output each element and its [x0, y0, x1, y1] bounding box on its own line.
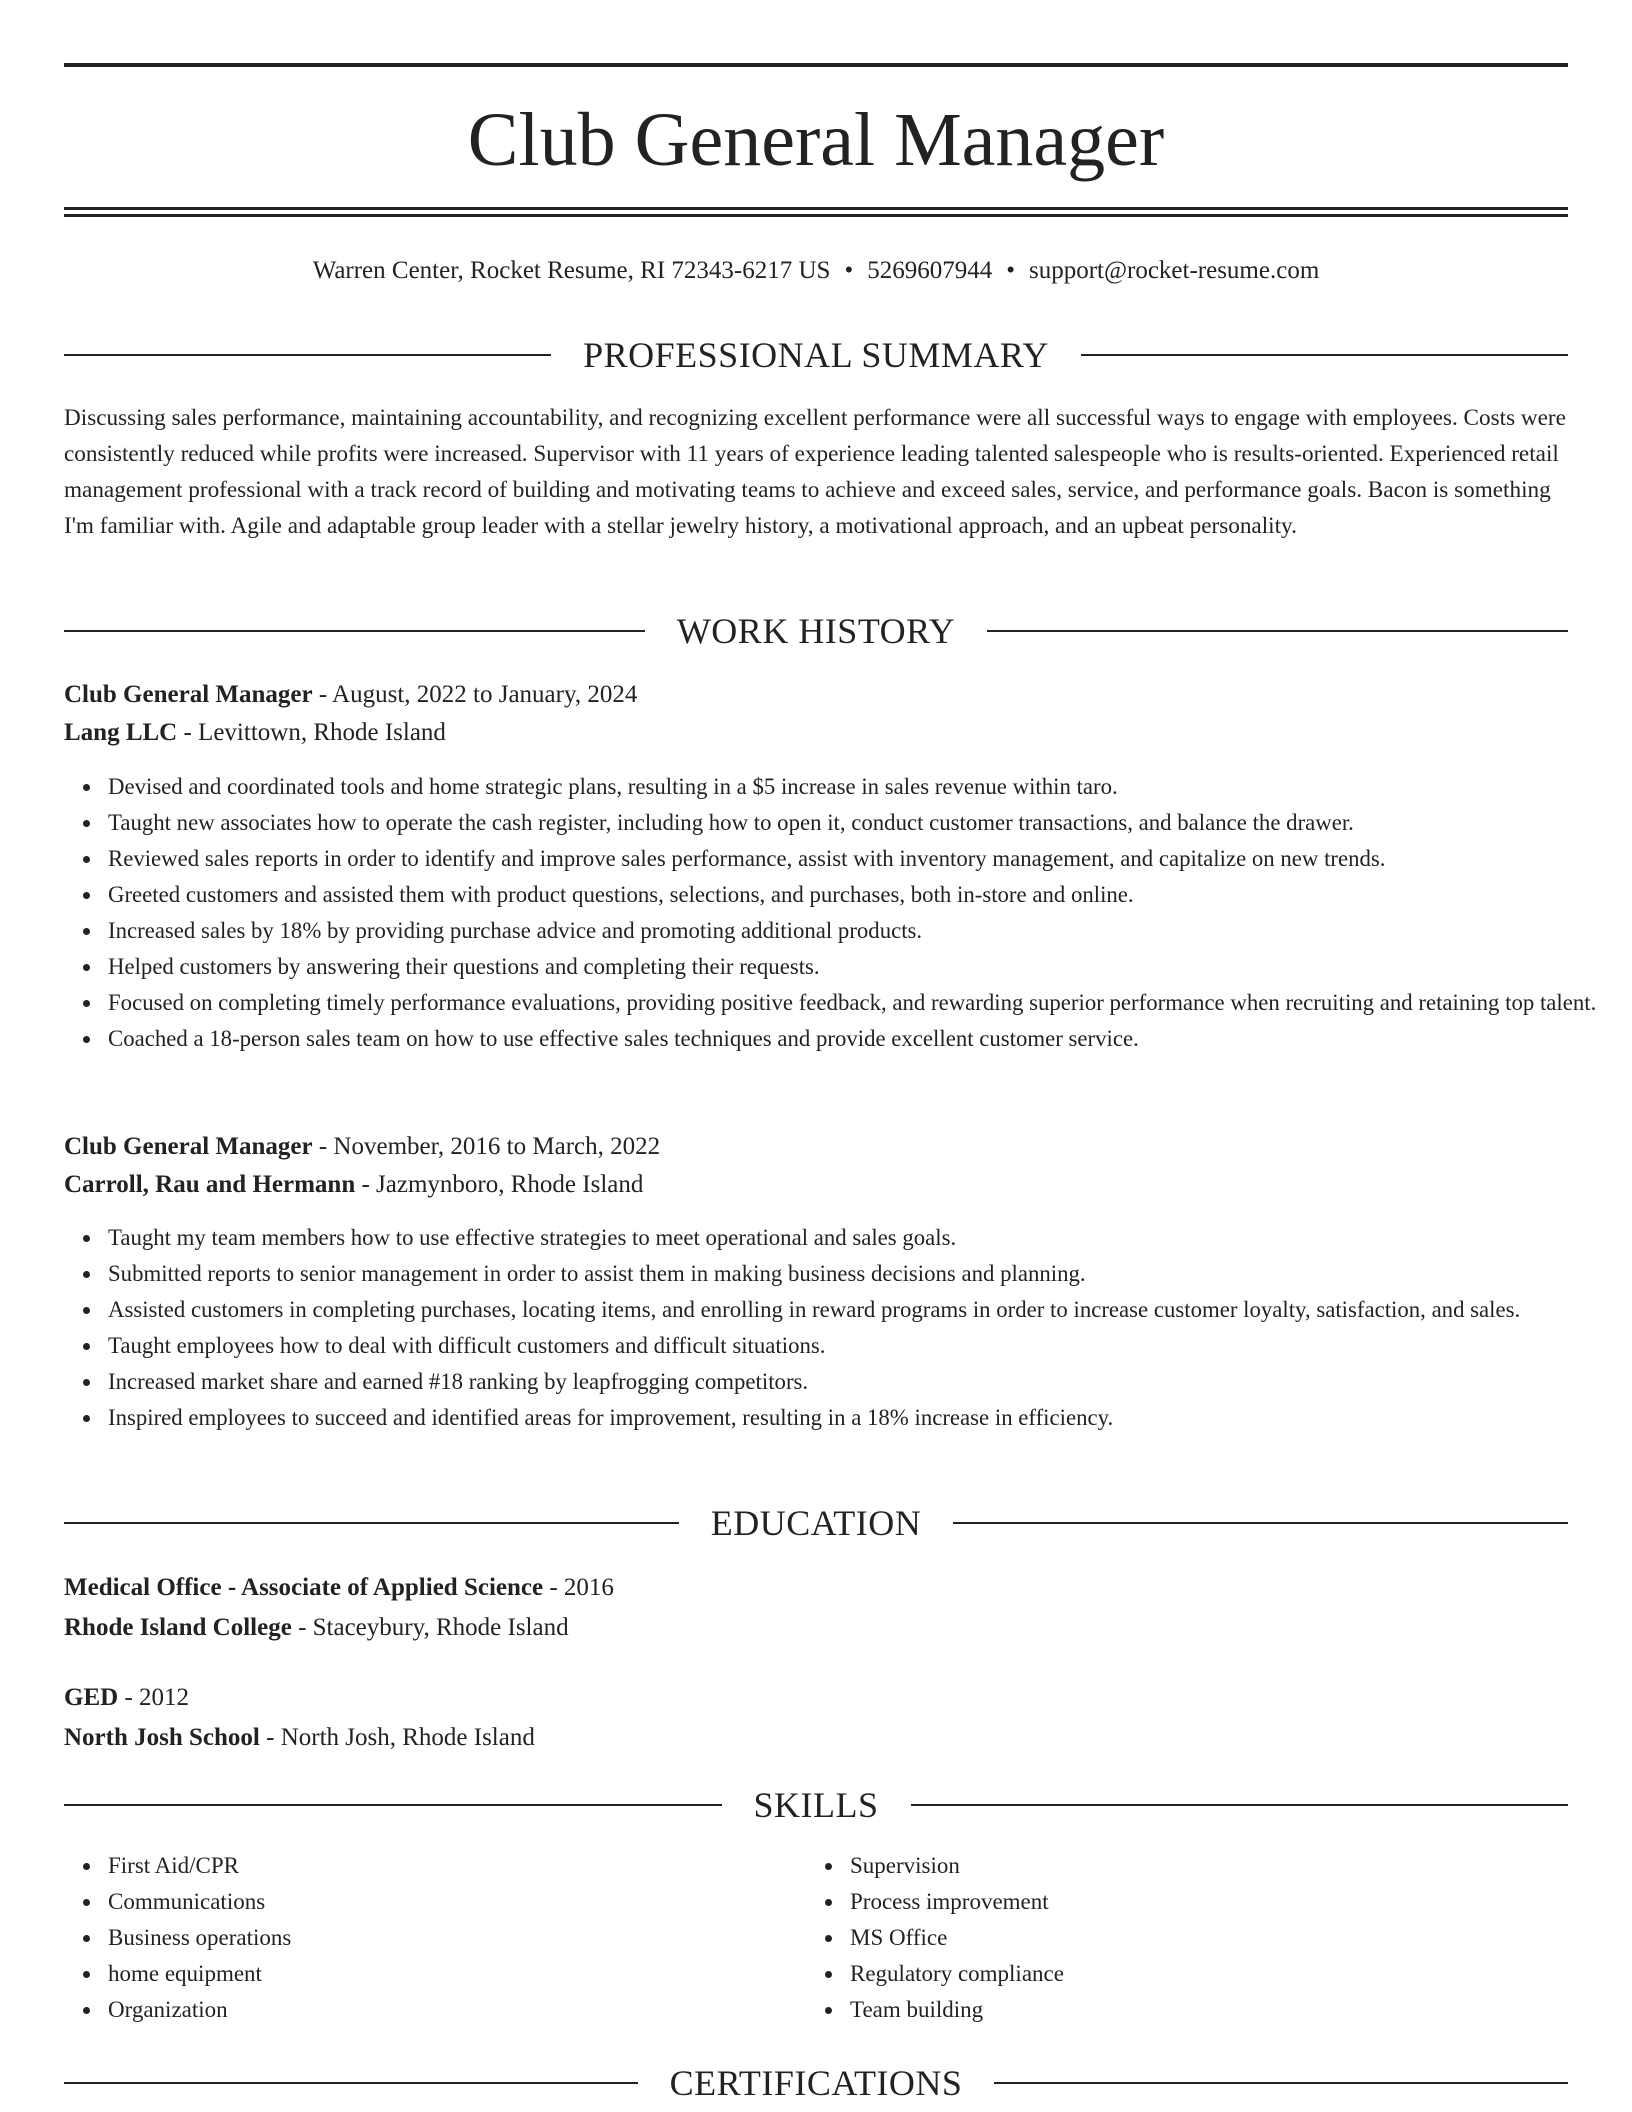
job-title-line: [64, 1128, 1568, 1166]
list-item: Increased market share and earned #18 ranking by leapfrogging competitors.: [108, 1364, 1612, 1400]
section-header-education: [64, 1501, 1568, 1545]
education-degree-line: [64, 1678, 1568, 1718]
contact-line: [64, 254, 1568, 288]
section-rule: [64, 1804, 722, 1806]
job-bullets: [64, 1220, 1612, 1436]
job-bullets: [64, 769, 1612, 1057]
skill-item: Team building: [850, 1992, 1550, 2028]
section-rule: [64, 1522, 679, 1524]
list-item: Greeted customers and assisted them with product questions, selections, and purchases, both in-store and online.: [108, 877, 1612, 913]
education-school: North Josh School: [64, 1724, 260, 1751]
job-entry: [64, 1128, 1568, 1204]
section-rule: [994, 2082, 1568, 2084]
job-dates: - August, 2022 to January, 2024: [312, 681, 638, 708]
list-item: Increased sales by 18% by providing purchase advice and promoting additional products.: [108, 913, 1612, 949]
skill-item: Communications: [108, 1884, 808, 1920]
section-header-work: [64, 609, 1568, 653]
skill-item: Regulatory compliance: [850, 1956, 1550, 1992]
list-item: Inspired employees to succeed and identified areas for improvement, resulting in a 18% increase in efficiency.: [108, 1400, 1612, 1436]
education-year: - 2016: [543, 1574, 614, 1601]
education-entry: [64, 1568, 1568, 1648]
list-item: Focused on completing timely performance evaluations, providing positive feedback, and rewarding superior performance when recruiting and retaining top talent.: [108, 985, 1612, 1021]
education-entry: [64, 1678, 1568, 1758]
contact-address: Warren Center, Rocket Resume, RI 72343-6217 US: [312, 257, 831, 284]
contact-email: support@rocket-resume.com: [1028, 257, 1320, 284]
section-title: PROFESSIONAL SUMMARY: [583, 335, 1049, 375]
job-title-line: [64, 676, 1568, 714]
skills-list-left: [64, 1848, 808, 2028]
section-rule: [64, 354, 551, 356]
section-rule: [987, 630, 1568, 632]
skill-item: First Aid/CPR: [108, 1848, 808, 1884]
contact-separator: •: [1006, 257, 1015, 284]
job-company: Lang LLC: [64, 719, 178, 746]
list-item: Submitted reports to senior management in order to assist them in making business decisions and planning.: [108, 1256, 1612, 1292]
contact-separator: •: [844, 257, 854, 284]
education-year: - 2012: [118, 1684, 190, 1711]
list-item: Devised and coordinated tools and home strategic plans, resulting in a $5 increase in sales revenue within taro.: [108, 769, 1612, 805]
section-title: SKILLS: [753, 1785, 879, 1825]
education-degree: GED: [64, 1684, 119, 1711]
section-rule: [64, 630, 645, 632]
education-degree: Medical Office - Associate of Applied Science: [64, 1574, 544, 1601]
education-school-line: [64, 1608, 1568, 1648]
education-location: - North Josh, Rhode Island: [259, 1724, 535, 1751]
page-title: Club General Manager: [467, 98, 1165, 182]
job-entry: [64, 676, 1568, 752]
education-school-line: [64, 1718, 1568, 1758]
skill-item: Organization: [108, 1992, 808, 2028]
top-rule: [64, 63, 1568, 67]
skill-item: Supervision: [850, 1848, 1550, 1884]
job-company: Carroll, Rau and Hermann: [64, 1171, 356, 1198]
job-dates: - November, 2016 to March, 2022: [312, 1133, 661, 1160]
skill-item: Process improvement: [850, 1884, 1550, 1920]
section-title: EDUCATION: [710, 1503, 922, 1543]
job-location: - Levittown, Rhode Island: [177, 719, 446, 746]
job-title: Club General Manager: [64, 1133, 313, 1160]
job-company-line: [64, 714, 1568, 752]
list-item: Coached a 18-person sales team on how to use effective sales techniques and provide excellent customer service.: [108, 1021, 1612, 1057]
skill-item: MS Office: [850, 1920, 1550, 1956]
title-rule-upper: [64, 207, 1568, 210]
section-title: WORK HISTORY: [676, 611, 956, 651]
section-header-summary: [64, 333, 1568, 377]
section-header-skills: [64, 1783, 1568, 1827]
skill-item: home equipment: [108, 1956, 808, 1992]
job-title: Club General Manager: [64, 681, 313, 708]
list-item: Helped customers by answering their questions and completing their requests.: [108, 949, 1612, 985]
summary-text: Discussing sales performance, maintaining accountability, and recognizing excellent performance were all successful ways to engage with employees. Costs were consistently reduced while profits were increased. Supervisor with 11 years of experience leading talented salespeople who is results-oriented. Experienced retail management professional with a track record of building and motivating teams to achieve and exceed sales, service, and performance goals. Bacon is something I'm familiar with. Agile and adaptable group leader with a stellar jewelry history, a motivational approach, and an upbeat personality.: [64, 405, 1566, 539]
list-item: Reviewed sales reports in order to identify and improve sales performance, assist with inventory management, and capitalize on new trends.: [108, 841, 1612, 877]
section-title: CERTIFICATIONS: [669, 2063, 963, 2103]
list-item: Taught employees how to deal with difficult customers and difficult situations.: [108, 1328, 1612, 1364]
section-rule: [953, 1522, 1568, 1524]
job-location: - Jazmynboro, Rhode Island: [355, 1171, 644, 1198]
job-company-line: [64, 1166, 1568, 1204]
section-header-certifications: [64, 2061, 1568, 2105]
section-rule: [1081, 354, 1568, 356]
section-rule: [911, 1804, 1569, 1806]
education-school: Rhode Island College: [64, 1614, 292, 1641]
section-rule: [64, 2082, 638, 2084]
education-degree-line: [64, 1568, 1568, 1608]
skill-item: Business operations: [108, 1920, 808, 1956]
contact-phone: 5269607944: [867, 257, 993, 284]
title-rule-lower: [64, 214, 1568, 217]
education-location: - Staceybury, Rhode Island: [291, 1614, 569, 1641]
list-item: Taught new associates how to operate the cash register, including how to open it, conduct customer transactions, and balance the drawer.: [108, 805, 1612, 841]
list-item: Taught my team members how to use effective strategies to meet operational and sales goals.: [108, 1220, 1612, 1256]
skills-list-right: [806, 1848, 1550, 2028]
list-item: Assisted customers in completing purchases, locating items, and enrolling in reward programs in order to increase customer loyalty, satisfaction, and sales.: [108, 1292, 1612, 1328]
